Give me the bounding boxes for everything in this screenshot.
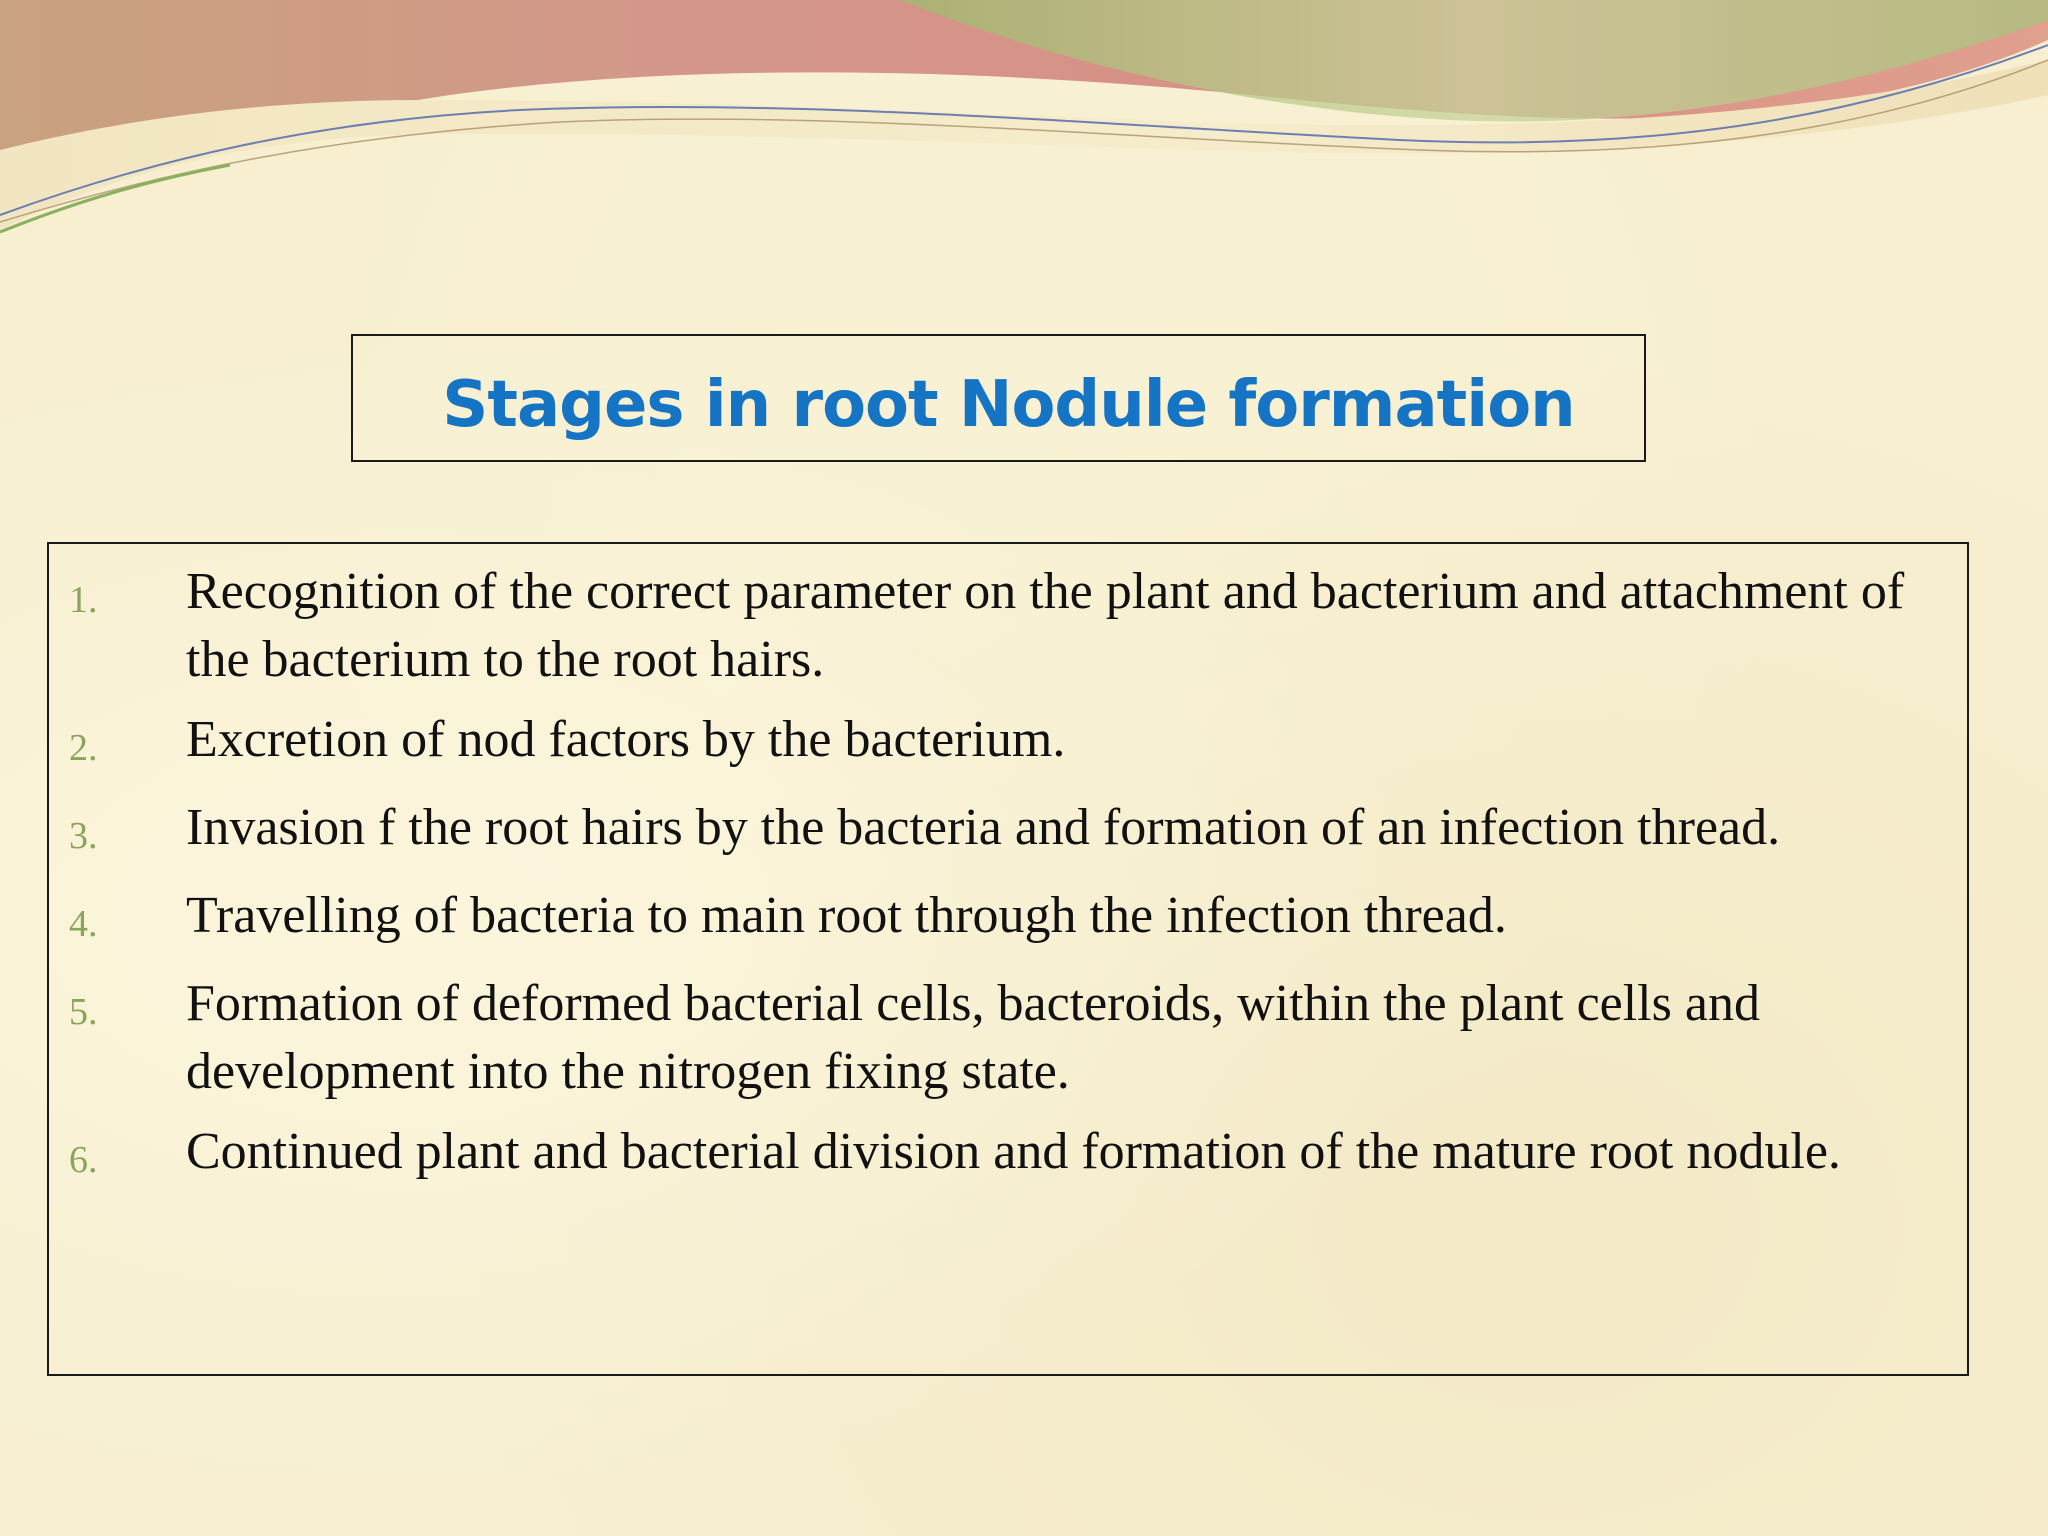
stage-number: 4. — [69, 903, 98, 945]
stages-content-box — [47, 542, 1969, 1376]
stage-text: Excretion of nod factors by the bacterium. — [186, 711, 1066, 768]
stage-number: 2. — [69, 727, 98, 769]
stage-number: 1. — [69, 579, 98, 621]
stage-number: 6. — [69, 1139, 98, 1181]
stage-text: Invasion f the root hairs by the bacteria and formation of an infection thread. — [186, 799, 1781, 856]
stage-item-4 — [49, 882, 1939, 958]
stage-item-1 — [49, 558, 1939, 694]
stage-text: Travelling of bacteria to main root through the infection thread. — [186, 887, 1507, 944]
stage-text: Recognition of the correct parameter on the plant and bacterium and attachment of the bacterium to the root hairs. — [186, 563, 1905, 688]
decorative-wave-banner — [0, 0, 2048, 240]
stage-number: 5. — [69, 991, 98, 1033]
stage-item-2 — [49, 706, 1939, 782]
title-box — [351, 334, 1646, 462]
stage-text: Formation of deformed bacterial cells, bacteroids, within the plant cells and development into the nitrogen fixing state. — [186, 975, 1760, 1100]
slide-title: Stages in root Nodule formation — [442, 368, 1575, 442]
stage-item-6 — [49, 1118, 1939, 1194]
stage-number: 3. — [69, 815, 98, 857]
stage-item-3 — [49, 794, 1939, 870]
stage-text: Continued plant and bacterial division and formation of the mature root nodule. — [186, 1123, 1841, 1180]
stages-list — [49, 558, 1939, 1194]
stage-item-5 — [49, 970, 1939, 1106]
